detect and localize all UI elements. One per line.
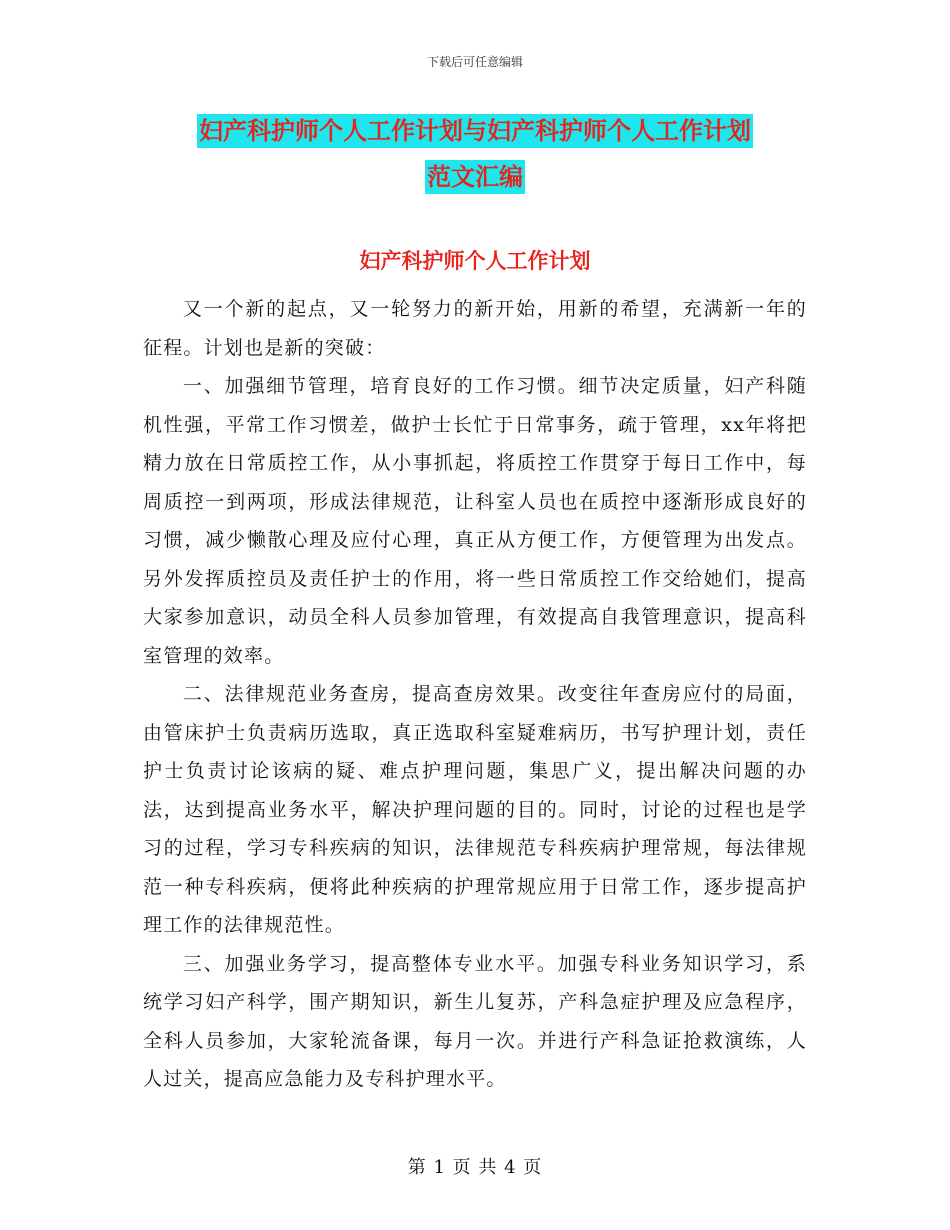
paragraph-1: 一、加强细节管理，培育良好的工作习惯。细节决定质量，妇产科随机性强，平常工作习惯差，做护士长忙于日常事务，疏于管理，xx年将把精力放在日常质控工作，从小事抓起，将质控工作贯穿于每日工作中，每周质控一到两项，形成法律规范，让科室人员也在质控中逐渐形成良好的习惯，减少懒散心理及应付心理，真正从方便工作，方便管理为出发点。另外发挥质控员及责任护士的作用，将一些日常质控工作交给她们，提高大家参加意识，动员全科人员参加管理，有效提高自我管理意识，提高科室管理的效率。 — [143, 375, 807, 667]
page-footer: 第 1 页 共 4 页 — [407, 1157, 543, 1178]
title-line-2: 范文汇编 — [425, 160, 525, 194]
header-note: 下载后可任意编辑 — [426, 55, 523, 69]
paragraph-3: 三、加强业务学习，提高整体专业水平。加强专科业务知识学习，系统学习妇产科学，围产期知识，新生儿复苏，产科急症护理及应急程序，全科人员参加，大家轮流备课，每月一次。并进行产科急证抢救演练，人人过关，提高应急能力及专科护理水平。 — [143, 952, 807, 1090]
body-text — [143, 290, 807, 1099]
section-title: 妇产科护师个人工作计划 — [359, 249, 591, 273]
title-line-1: 妇产科护师个人工作计划与妇产科护师个人工作计划 — [197, 114, 753, 148]
paragraph-intro: 又一个新的起点，又一轮努力的新开始，用新的希望，充满新一年的征程。计划也是新的突破： — [143, 298, 807, 359]
paragraph-2: 二、法律规范业务查房，提高查房效果。改变往年查房应付的局面，由管床护士负责病历选取，真正选取科室疑难病历，书写护理计划，责任护士负责讨论该病的疑、难点护理问题，集思广义，提出解决问题的办法，达到提高业务水平，解决护理问题的目的。同时，讨论的过程也是学习的过程，学习专科疾病的知识，法律规范专科疾病护理常规，每法律规范一种专科疾病，便将此种疾病的护理常规应用于日常工作，逐步提高护理工作的法律规范性。 — [143, 683, 807, 936]
document-title — [0, 108, 950, 200]
